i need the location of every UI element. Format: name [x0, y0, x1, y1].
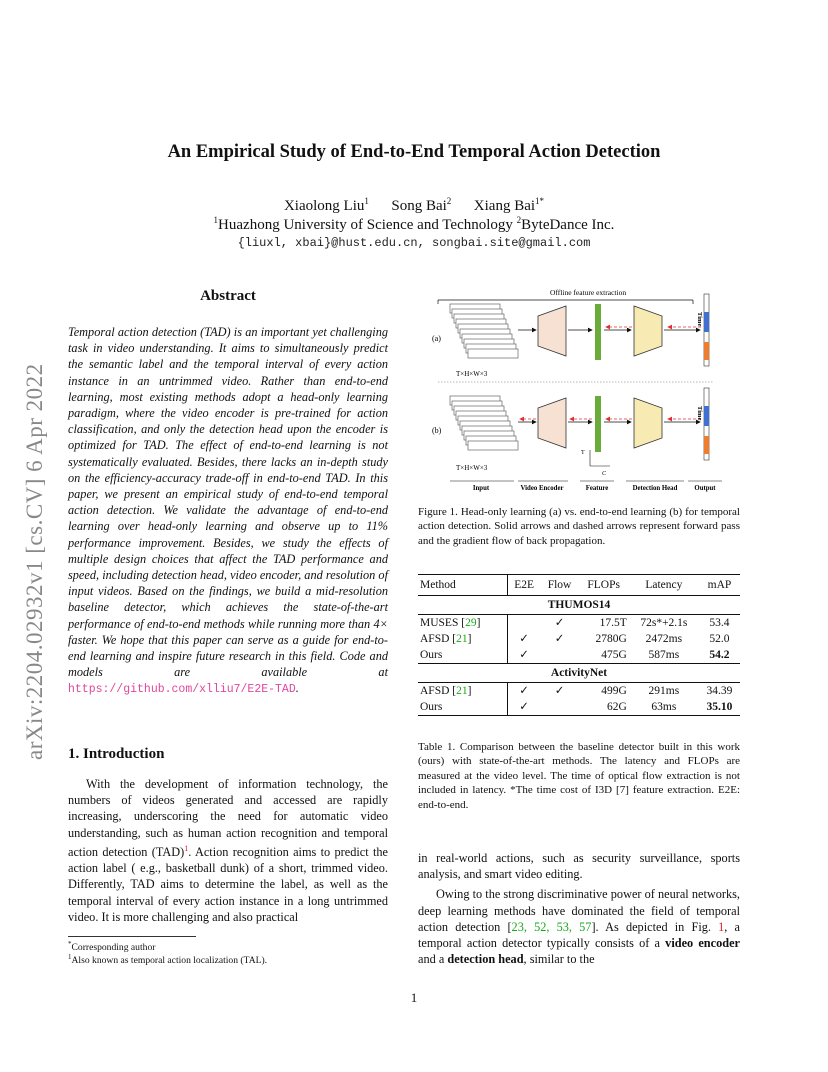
- cell-flops: 62G: [579, 699, 629, 716]
- table-header-row: [418, 575, 740, 596]
- cell-flops: 475G: [579, 647, 629, 664]
- author-mark: 2: [446, 196, 452, 206]
- intro-text-b: . Action recognition aims to predict the action label ( e.g., basketball dunk) of a short, trimmed video. Differently, TAD aims to determine the label, as well as the temporal interval of every action instance in a long untrimmed video. It is more challenging and also practical: [68, 844, 389, 924]
- text-run: , a temporal action detector typically consists of a: [418, 919, 740, 951]
- feature-bar-b: [595, 396, 601, 452]
- col-header: Flow: [541, 575, 579, 596]
- table-1-caption: Table 1. Comparison between the baseline detector built in this work (ours) with state-of-the-art methods. The latency and FLOPs are measured at the video level. The time of optical flow extraction is not included in latency. *The time cost of I3D [7] feature extraction. E2E: end-to-end.: [418, 741, 740, 811]
- figure-1-caption: Figure 1. Head-only learning (a) vs. end-to-end learning (b) for temporal action detection. Solid arrows and dashed arrows represent forward pass and the gradient flow of back propagation.: [418, 506, 740, 547]
- cell-e2e: ✓: [519, 633, 529, 645]
- author-name: Xiaolong Liu: [283, 198, 365, 214]
- output-bar-a: [704, 294, 709, 366]
- fig-bottom-label: Input: [472, 485, 490, 492]
- cell-flow: ✓: [554, 685, 565, 697]
- fig-dims-a: T×H×W×3: [456, 370, 488, 378]
- code-url-link[interactable]: https://github.com/xlliu7/E2E-TAD: [68, 683, 296, 697]
- fig-dims-b: T×H×W×3: [456, 464, 488, 472]
- cell-method: MUSES [29]: [418, 615, 507, 632]
- cell-e2e: [507, 615, 540, 632]
- cell-flow: ✓: [554, 633, 565, 645]
- footnote-text: Corresponding author: [71, 942, 156, 954]
- right-column-body: [418, 850, 740, 967]
- citation-link[interactable]: 21: [456, 685, 468, 697]
- footnote: [68, 940, 155, 953]
- col-header: Latency: [629, 575, 699, 596]
- col-header: FLOPs: [579, 575, 629, 596]
- paragraph: [418, 886, 740, 967]
- fig-bottom-label: Detection Head: [632, 485, 678, 492]
- table-section-row: [418, 664, 740, 683]
- affil-mark: 1: [213, 215, 219, 225]
- footnote: [68, 953, 267, 966]
- affil-name: ByteDance Inc.: [521, 217, 615, 233]
- method-name: AFSD: [420, 685, 450, 697]
- abstract-text: Temporal action detection (TAD) is an important yet challenging task in video understanding. It aims to simultaneously predict the semantic label and the temporal interval of every action instance in an untrimmed video. Rather than end-to-end learning, most existing methods adopt a head-only learning paradigm, where the video encoder is pre-trained for action classification, and only the detection head upon the encoder is optimized for TAD. The effect of end-to-end learning is not systematically evaluated. Besides, there lacks an in-depth study on the efficiency-accuracy trade-off in end-to-end TAD. In this paper, we present an empirical study of end-to-end temporal action detection. We validate the advantage of end-to-end learning over head-only learning and observe up to 11% performance improvement. Besides, we study the effects of multiple design choices that affect the TAD performance and speed, including detection head, video encoder, and resolution of input videos. Based on the findings, we build a mid-resolution baseline detector, which achieves the state-of-the-art performance of end-to-end methods while running more than 4× faster. We hope that this paper can serve as a guide for end-to-end learning and inspire future research in this field. Code and models are available at: [68, 325, 388, 680]
- fig-bottom-label: Output: [694, 485, 716, 492]
- cell-latency: 587ms: [629, 647, 699, 664]
- footnote-mark: *: [68, 940, 72, 948]
- author-emails: {liuxl, xbai}@hust.edu.cn, songbai.site@gmail.com: [237, 236, 591, 250]
- footnote-text: Also known as temporal action localization (TAL).: [71, 955, 268, 967]
- time-label-b: Time: [696, 406, 703, 421]
- abstract-end: .: [295, 681, 299, 696]
- intro-body: [68, 776, 388, 925]
- cell-latency: 72s*+2.1s: [640, 617, 688, 629]
- cell-map: 34.39: [706, 685, 733, 697]
- detection-head-shape-b: [634, 398, 662, 448]
- time-label-a: Time: [696, 312, 703, 327]
- table-row: [418, 615, 740, 632]
- section-name: THUMOS14: [418, 596, 740, 615]
- author-name: Xiang Bai: [473, 198, 536, 214]
- table-section-row: [418, 596, 740, 615]
- affil-name: Huazhong University of Science and Technology: [218, 217, 513, 233]
- video-encoder-shape-a: [538, 306, 566, 356]
- author-name: Song Bai: [391, 198, 447, 214]
- fig-top-label: Offline feature extraction: [550, 288, 627, 297]
- fig-bottom-label: Video Encoder: [520, 485, 564, 492]
- input-frame-stack-b: [450, 396, 518, 450]
- citation-link[interactable]: 29: [465, 617, 477, 629]
- cell-latency: 291ms: [648, 685, 680, 697]
- cell-flops: 499G: [601, 685, 627, 697]
- cell-flow: [541, 699, 579, 716]
- abstract-heading: Abstract: [200, 288, 256, 304]
- citation-link[interactable]: 21: [456, 633, 468, 645]
- detection-head-shape-a: [634, 306, 662, 356]
- col-header: Method: [418, 575, 507, 596]
- footnote-mark: 1: [68, 953, 72, 961]
- video-encoder-shape-b: [538, 398, 566, 448]
- figure-1-diagram: [418, 284, 740, 498]
- abstract-body: [68, 324, 388, 699]
- author-mark: 1: [364, 196, 369, 206]
- axis-c-label: C: [602, 471, 607, 477]
- cell-flops: 17.5T: [599, 617, 627, 629]
- bold-term: detection head: [447, 952, 524, 967]
- affil-mark: 2: [516, 215, 522, 225]
- figure-link[interactable]: 1: [718, 919, 725, 934]
- author-mark: 1*: [535, 196, 545, 206]
- cell-method: AFSD [21]: [418, 683, 507, 700]
- table-row: [418, 683, 740, 700]
- output-bar-b: [704, 388, 709, 460]
- cell-map: 35.10: [699, 699, 740, 716]
- cell-map: 52.0: [709, 633, 730, 645]
- cell-e2e: ✓: [507, 647, 540, 664]
- paper-title: An Empirical Study of End-to-End Temporal Action Detection: [167, 142, 661, 162]
- cell-flow: [541, 647, 579, 664]
- cell-method: Ours: [418, 647, 507, 664]
- table-row: [418, 647, 740, 664]
- method-name: MUSES: [420, 617, 459, 629]
- cell-map: 54.2: [699, 647, 740, 664]
- fig-bottom-label: Feature: [585, 485, 609, 492]
- affiliations: [0, 215, 828, 234]
- cell-map: 53.4: [709, 617, 730, 629]
- arxiv-stamp: [18, 290, 58, 760]
- text-run: , similar to the: [523, 952, 595, 967]
- page-number: 1: [410, 990, 418, 1005]
- feature-bar-a: [595, 304, 601, 360]
- fig-label-a: (a): [432, 334, 441, 343]
- text-run: Owing to the strong discriminative power of neural networks, deep learning methods have dominated the field of temporal action detection [: [418, 887, 740, 934]
- cell-flops: 2780G: [595, 633, 627, 645]
- text-run: ]. As depicted in Fig.: [591, 919, 719, 934]
- col-header: mAP: [699, 575, 740, 596]
- col-header: E2E: [507, 575, 540, 596]
- input-frame-stack-a: [450, 304, 518, 358]
- footnote-link[interactable]: 1: [184, 843, 189, 853]
- intro-text-a: With the development of information technology, the numbers of videos generated and accessed are rapidly increasing, underscoring the need for automatic video understanding, such as human action recognition and temporal action detection (TAD): [68, 777, 388, 859]
- table-1: [418, 574, 740, 716]
- cell-flow: ✓: [554, 617, 565, 629]
- citation-link[interactable]: 23, 52, 53, 57: [511, 919, 592, 934]
- cell-e2e: ✓: [519, 685, 529, 697]
- bold-term: video encoder: [665, 936, 741, 951]
- text-run: and a: [418, 952, 448, 967]
- intro-heading: 1. Introduction: [68, 746, 165, 762]
- cell-method: AFSD [21]: [418, 631, 507, 647]
- method-name: AFSD: [420, 633, 450, 645]
- cell-latency: 63ms: [629, 699, 699, 716]
- cell-latency: 2472ms: [645, 633, 683, 645]
- table-row: [418, 699, 740, 716]
- fig-label-b: (b): [432, 426, 442, 435]
- cell-e2e: ✓: [507, 699, 540, 716]
- axis-t-label: T: [581, 450, 585, 456]
- author-list: [0, 196, 828, 215]
- paragraph: in real-world actions, such as security surveillance, sports analysis, and smart video editing.: [418, 851, 740, 882]
- footnote-rule: [68, 936, 196, 937]
- arxiv-stamp-text: arXiv:2204.02932v1 [cs.CV] 6 Apr 2022: [22, 363, 47, 760]
- section-name: ActivityNet: [418, 664, 740, 683]
- cell-method: Ours: [418, 699, 507, 716]
- table-row: [418, 631, 740, 647]
